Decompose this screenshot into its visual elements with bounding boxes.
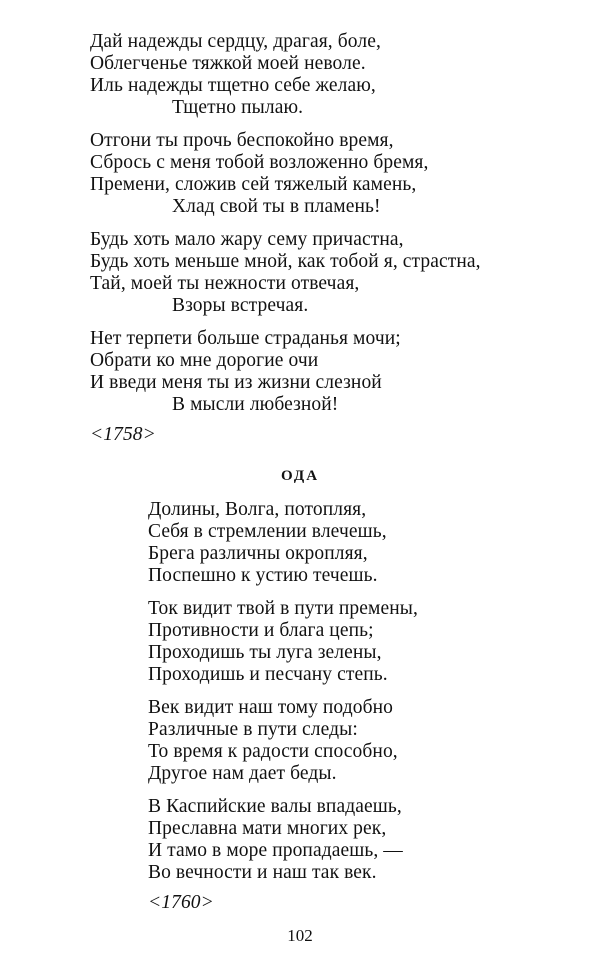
page-number: 102 <box>287 926 313 945</box>
poem-line: Взоры встречая. <box>172 295 309 316</box>
poem-line: Преславна мати многих рек, <box>148 818 387 839</box>
poem-line: Нет терпети больше страданья мочи; <box>90 328 401 349</box>
poem-date: <1758> <box>90 424 156 445</box>
poem-line: Поспешно к устию течешь. <box>148 565 378 586</box>
poem-line: Противности и блага цепь; <box>148 620 374 641</box>
poem-line: Дай надежды сердцу, драгая, боле, <box>90 31 381 52</box>
poem-line: Премени, сложив сей тяжелый камень, <box>90 174 417 195</box>
poem-line: То время к радости способно, <box>148 741 398 762</box>
poem-line: Облегченье тяжкой моей неволе. <box>90 53 366 74</box>
poem-line: Долины, Волга, потопляя, <box>148 499 367 520</box>
poem-date: <1760> <box>148 892 214 913</box>
poem-line: Будь хоть меньше мной, как тобой я, страстна, <box>90 251 481 272</box>
poem-line: Тщетно пылаю. <box>172 97 304 118</box>
poem-line: Ток видит твой в пути премены, <box>148 598 418 619</box>
poem-line: Проходишь ты луга зелены, <box>148 642 382 663</box>
poem-line: В Каспийские валы впадаешь, <box>148 796 402 817</box>
poem-line: Во вечности и наш так век. <box>148 862 377 883</box>
poem-line: Иль надежды тщетно себе желаю, <box>90 75 376 96</box>
poem-line: Отгони ты прочь беспокойно время, <box>90 130 394 151</box>
poem-line: Брега различны окропляя, <box>148 543 368 564</box>
poem-line: Проходишь и песчану степь. <box>148 664 388 685</box>
poem-line: Другое нам дает беды. <box>148 763 337 784</box>
poem-line: Хлад свой ты в пламень! <box>172 196 381 217</box>
poem-line: Обрати ко мне дорогие очи <box>90 350 319 371</box>
poem-line: В мысли любезной! <box>172 394 339 415</box>
poem-line: Век видит наш тому подобно <box>148 697 393 718</box>
poem-line: Сбрось с меня тобой возложенно бремя, <box>90 152 429 173</box>
poem-line: Различные в пути следы: <box>148 719 358 740</box>
poem-title: ОДА <box>280 468 320 484</box>
poem-line: Будь хоть мало жару сему причастна, <box>90 229 404 250</box>
poem-line: И тамо в море пропадаешь, — <box>148 840 403 861</box>
poem-line: Себя в стремлении влечешь, <box>148 521 387 542</box>
poem-line: Тай, моей ты нежности отвечая, <box>90 273 360 294</box>
poem-line: И введи меня ты из жизни слезной <box>90 372 382 393</box>
